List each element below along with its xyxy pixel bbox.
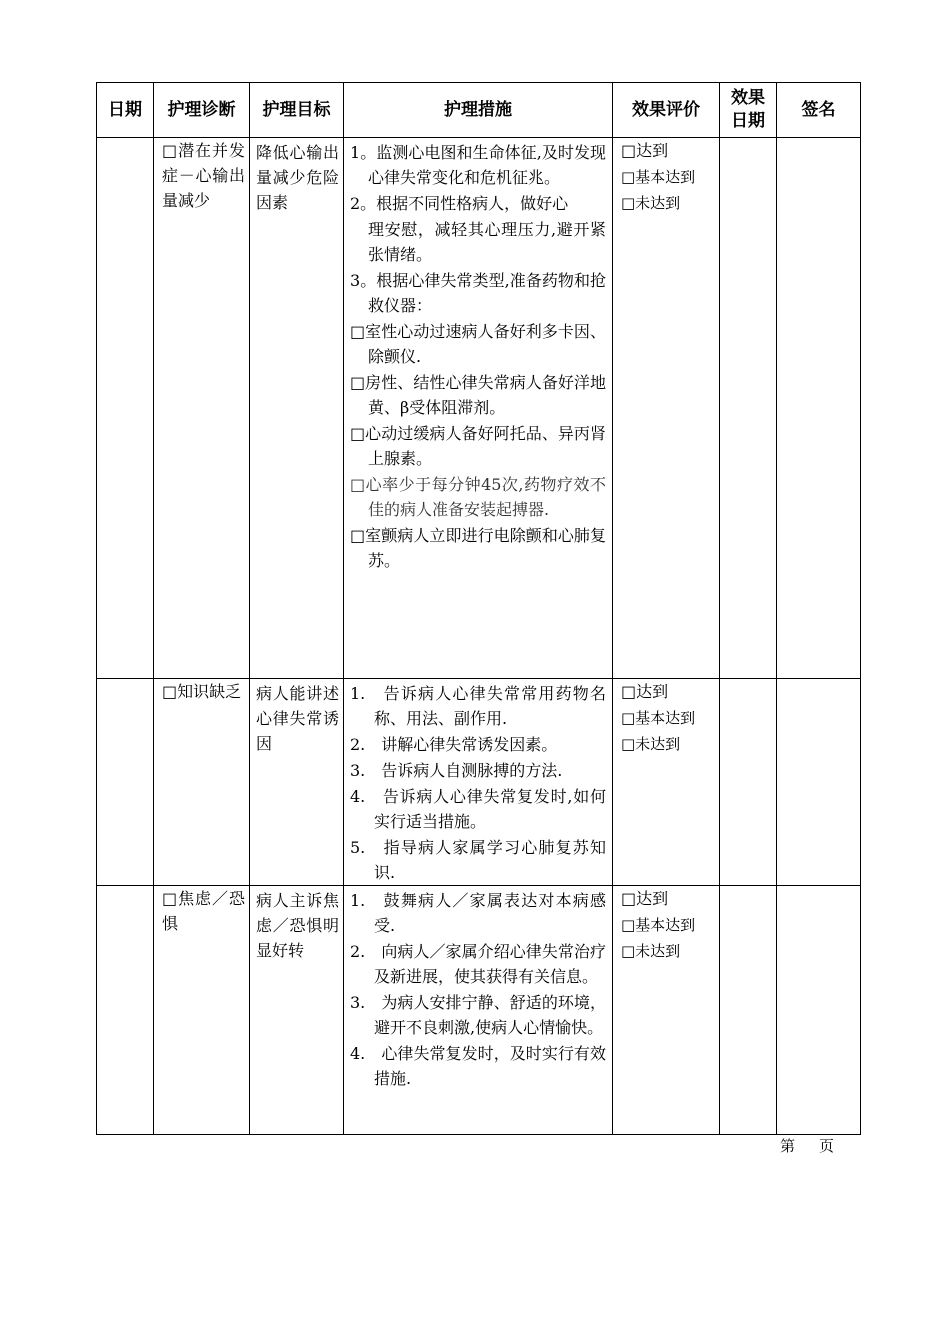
table-row <box>97 886 861 1135</box>
evaluation-option-achieved[interactable]: □达到 <box>621 889 669 908</box>
page-number-footer <box>780 1135 834 1156</box>
header-evaluation: 效果评价 <box>613 83 720 138</box>
diagnosis-text: □焦虑／恐惧 <box>162 889 245 933</box>
goal-text: 病人主诉焦虑／恐惧明显好转 <box>256 891 339 960</box>
signature-cell[interactable] <box>777 138 861 679</box>
measure-item: 4. 心律失常复发时，及时实行有效措施. <box>350 1044 606 1088</box>
measures-cell <box>344 886 613 1135</box>
evaluation-option-not-achieved[interactable]: □未达到 <box>621 194 681 212</box>
measure-item: 3. 为病人安排宁静、舒适的环境，避开不良刺激,使病人心情愉快。 <box>350 993 606 1037</box>
header-date: 日期 <box>97 83 154 138</box>
measures-list <box>344 886 612 1091</box>
header-measures: 护理措施 <box>344 83 613 138</box>
page-prefix: 第 <box>780 1137 796 1155</box>
evaluation-option-basically-achieved[interactable]: □基本达到 <box>621 168 696 186</box>
measure-item: 3。根据心律失常类型,准备药物和抢救仪器： <box>350 271 606 315</box>
evaluation-option-not-achieved[interactable]: □未达到 <box>621 942 681 960</box>
date-cell[interactable] <box>97 886 154 1135</box>
measures-list <box>344 679 612 885</box>
diagnosis-cell <box>154 679 250 886</box>
measure-item: 1. 告诉病人心律失常常用药物名称、用法、副作用. <box>350 684 606 728</box>
evaluation-option-basically-achieved[interactable]: □基本达到 <box>621 709 696 727</box>
measure-item: 2. 讲解心律失常诱发因素。 <box>350 735 558 754</box>
table-row <box>97 138 861 679</box>
signature-cell[interactable] <box>777 679 861 886</box>
measure-item: 2。根据不同性格病人，做好心 <box>350 194 569 213</box>
header-diagnosis: 护理诊断 <box>154 83 250 138</box>
evaluation-option-basically-achieved[interactable]: □基本达到 <box>621 916 696 934</box>
measures-list <box>344 138 612 573</box>
evaluation-option-achieved[interactable]: □达到 <box>621 141 669 160</box>
header-signature: 签名 <box>777 83 861 138</box>
diagnosis-text: □潜在并发症－心输出量减少 <box>162 141 245 210</box>
evaluation-option-not-achieved[interactable]: □未达到 <box>621 735 681 753</box>
page-suffix: 页 <box>819 1137 835 1155</box>
evaluation-cell <box>613 679 720 886</box>
measure-item: 1。监测心电图和生命体征,及时发现心律失常变化和危机征兆。 <box>350 143 606 187</box>
goal-cell <box>250 138 344 679</box>
effect-date-cell[interactable] <box>720 886 777 1135</box>
header-goal: 护理目标 <box>250 83 344 138</box>
measure-item: 2. 向病人／家属介绍心律失常治疗及新进展，使其获得有关信息。 <box>350 942 606 986</box>
measure-item: □室性心动过速病人备好利多卡因、除颤仪. <box>350 322 606 366</box>
nursing-care-plan-sheet <box>96 82 860 1135</box>
date-cell[interactable] <box>97 679 154 886</box>
goal-cell <box>250 679 344 886</box>
header-effect-date-label: 效果日期 <box>731 88 765 131</box>
goal-text: 病人能讲述心律失常诱因 <box>256 684 339 753</box>
diagnosis-text: □知识缺乏 <box>162 682 242 701</box>
goal-text: 降低心输出量减少危险因素 <box>256 143 339 212</box>
nursing-care-plan-table <box>96 82 861 1135</box>
measure-item: 1. 鼓舞病人／家属表达对本病感受. <box>350 891 606 935</box>
measure-item: 4. 告诉病人心律失常复发时,如何实行适当措施。 <box>350 787 606 831</box>
evaluation-cell <box>613 138 720 679</box>
measure-item: 5. 指导病人家属学习心肺复苏知识. <box>350 838 606 882</box>
measure-item: 3. 告诉病人自测脉搏的方法. <box>350 761 563 780</box>
evaluation-cell <box>613 886 720 1135</box>
header-row <box>97 83 861 138</box>
effect-date-cell[interactable] <box>720 138 777 679</box>
measure-item: 理安慰，减轻其心理压力,避开紧张情绪。 <box>368 220 606 264</box>
diagnosis-cell <box>154 138 250 679</box>
evaluation-option-achieved[interactable]: □达到 <box>621 682 669 701</box>
diagnosis-cell <box>154 886 250 1135</box>
measure-item: □室颤病人立即进行电除颤和心肺复苏。 <box>350 526 606 570</box>
measure-item: □心率少于每分钟45次,药物疗效不佳的病人准备安装起搏器. <box>350 475 606 519</box>
goal-cell <box>250 886 344 1135</box>
date-cell[interactable] <box>97 138 154 679</box>
signature-cell[interactable] <box>777 886 861 1135</box>
measures-cell <box>344 138 613 679</box>
measure-item: □房性、结性心律失常病人备好洋地黄、β受体阻滞剂。 <box>350 373 606 417</box>
header-effect-date <box>720 83 777 138</box>
measures-cell <box>344 679 613 886</box>
measure-item: □心动过缓病人备好阿托品、异丙肾上腺素。 <box>350 424 606 468</box>
effect-date-cell[interactable] <box>720 679 777 886</box>
table-row <box>97 679 861 886</box>
